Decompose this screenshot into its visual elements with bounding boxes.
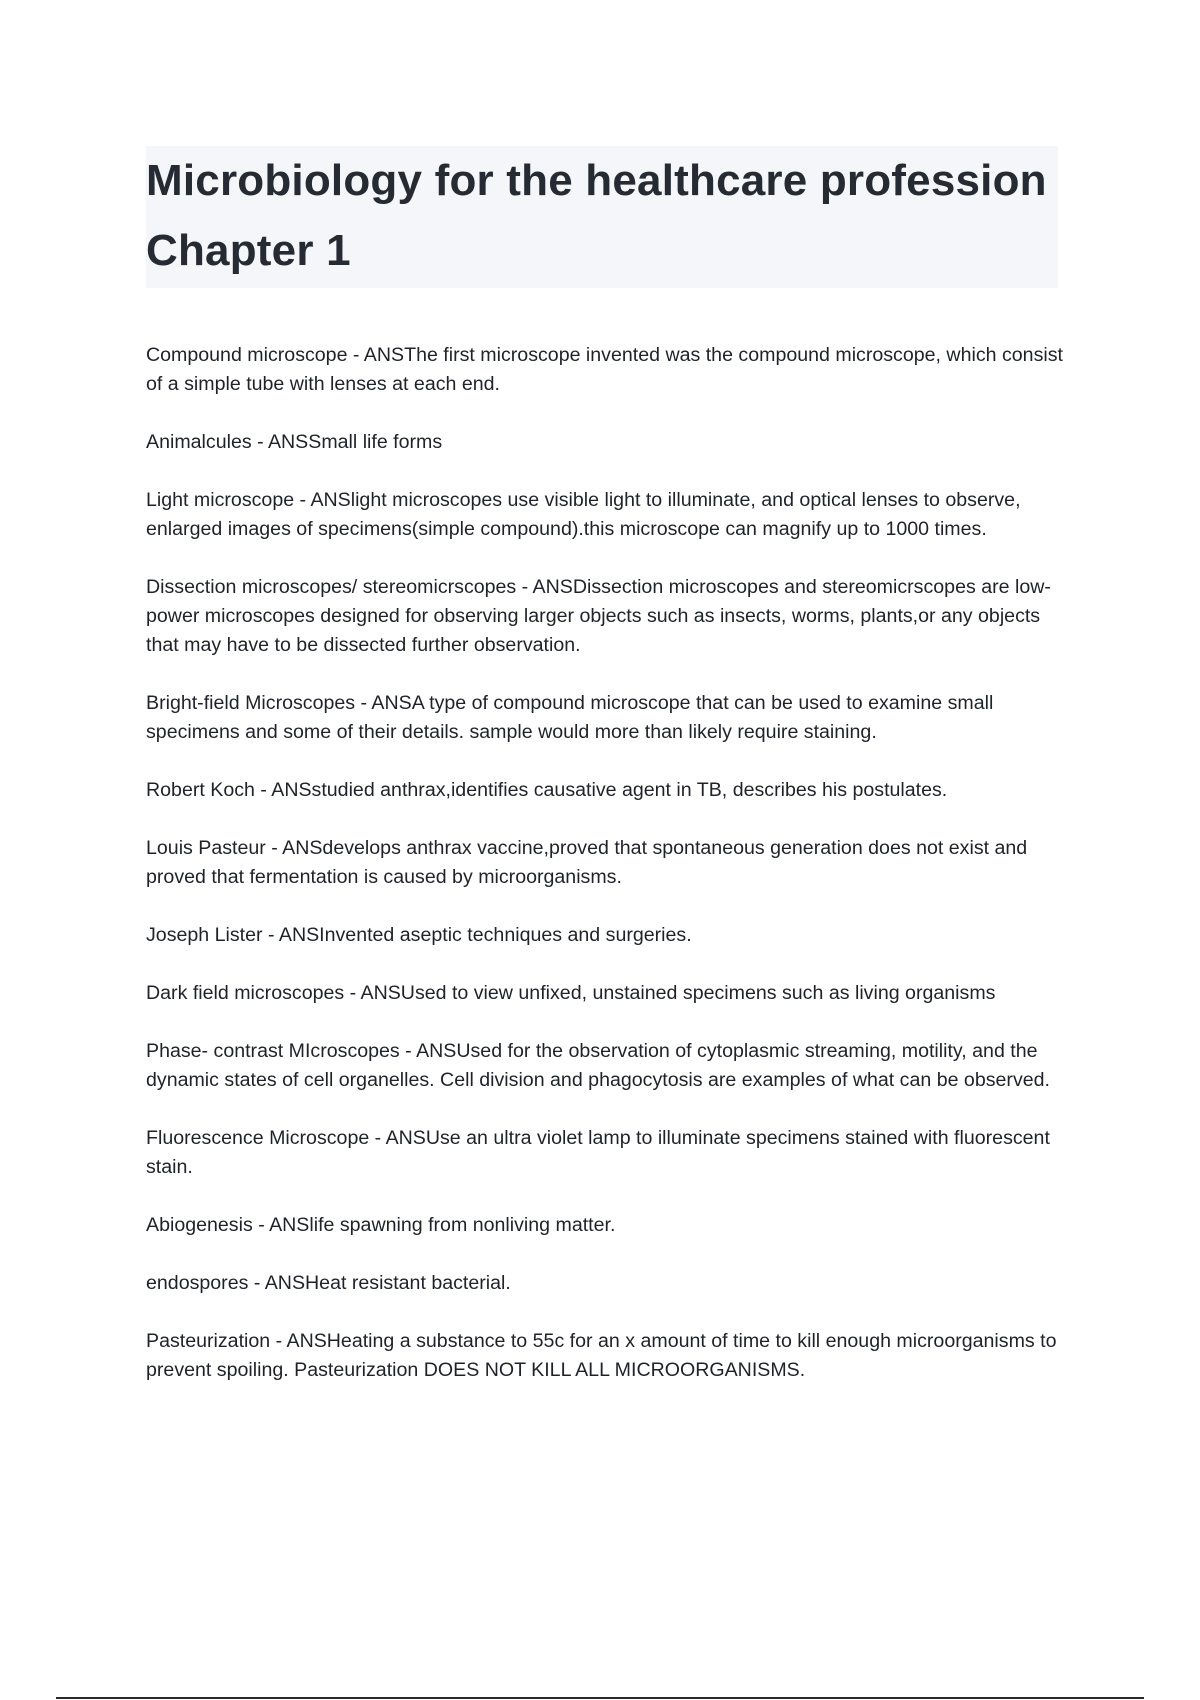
entry-pasteurization: Pasteurization - ANSHeating a substance to 55c for an x amount of time to kill enough microorganisms to prevent spoiling. Pasteurization DOES NOT KILL ALL MICROORGANISMS. <box>146 1330 1057 1381</box>
entry-bright-field-microscopes: Bright-field Microscopes - ANSA type of compound microscope that can be used to examine small specimens and some of their details. sample would more than likely require staining. <box>146 692 994 743</box>
entry-endospores: endospores - ANSHeat resistant bacterial. <box>146 1272 511 1294</box>
entry-abiogenesis: Abiogenesis - ANSlife spawning from nonliving matter. <box>146 1214 616 1236</box>
entry-robert-koch: Robert Koch - ANSstudied anthrax,identifies causative agent in TB, describes his postulates. <box>146 779 948 801</box>
entry-louis-pasteur: Louis Pasteur - ANSdevelops anthrax vaccine,proved that spontaneous generation does not exist and proved that fermentation is caused by microorganisms. <box>146 837 1028 888</box>
entry-fluorescence-microscope: Fluorescence Microscope - ANSUse an ultra violet lamp to illuminate specimens stained with fluorescent stain. <box>146 1127 1050 1178</box>
entry-dissection-microscopes: Dissection microscopes/ stereomicrscopes - ANSDissection microscopes and stereomicrscopes are low-power microscopes designed for observing larger objects such as insects, worms, plants,or any objects that may have to be dissected further observation. <box>146 576 1051 656</box>
page-bottom-divider <box>56 1697 1144 1699</box>
entry-compound-microscope: Compound microscope - ANSThe first microscope invented was the compound microscope, which consist of a simple tube with lenses at each end. <box>146 344 1063 395</box>
page-title: Microbiology for the healthcare profession Chapter 1 <box>146 156 1047 275</box>
entry-phase-contrast-microscopes: Phase- contrast MIcroscopes - ANSUsed for the observation of cytoplasmic streaming, motility, and the dynamic states of cell organelles. Cell division and phagocytosis are examples of what can be observed. <box>146 1040 1050 1091</box>
flashcard-list <box>146 341 1066 1414</box>
entry-animalcules: Animalcules - ANSSmall life forms <box>146 431 443 453</box>
entry-dark-field-microscopes: Dark field microscopes - ANSUsed to view unfixed, unstained specimens such as living organisms <box>146 982 996 1004</box>
entry-light-microscope: Light microscope - ANSlight microscopes use visible light to illuminate, and optical lenses to observe, enlarged images of specimens(simple compound).this microscope can magnify up to 1000 times. <box>146 489 1021 540</box>
entry-joseph-lister: Joseph Lister - ANSInvented aseptic techniques and surgeries. <box>146 924 692 946</box>
title-banner <box>146 146 1058 288</box>
